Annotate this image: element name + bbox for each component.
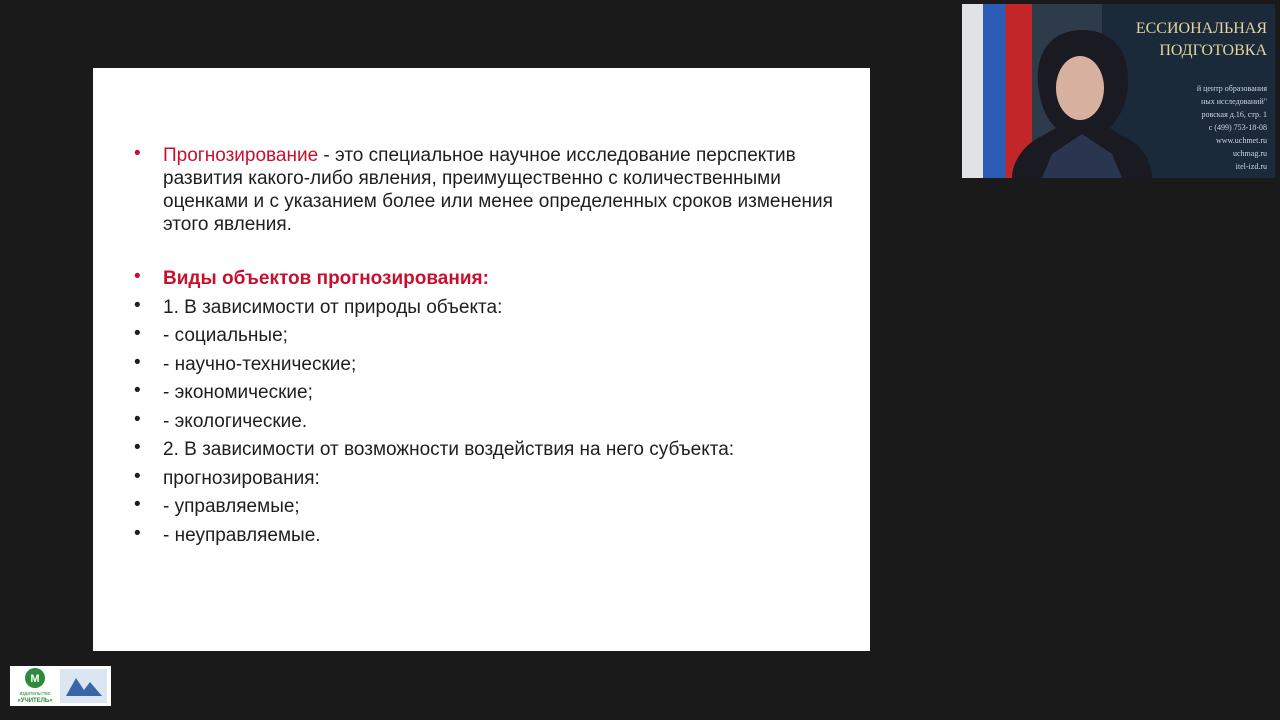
bullet-list (93, 68, 870, 651)
presentation-slide (93, 68, 870, 651)
bullet-marker: • (134, 409, 141, 430)
bullet-marker: • (134, 295, 141, 316)
list-item (134, 523, 843, 547)
section-heading: Виды объектов прогнозирования: (163, 268, 489, 289)
list-item-text: - экономические; (163, 382, 313, 403)
bullet-marker: • (134, 380, 141, 401)
bullet-marker: • (134, 523, 141, 544)
section-heading-item (134, 266, 843, 290)
logo-graphic (10, 666, 111, 706)
banner-title-line: ЕССИОНАЛЬНАЯ (1135, 20, 1267, 37)
bullet-marker: • (134, 494, 141, 515)
publisher-logo (10, 666, 111, 706)
list-item-text: - управляемые; (163, 496, 300, 517)
bullet-marker: • (134, 466, 141, 487)
list-item-text: 2. В зависимости от возможности воздействия на него субъекта: (163, 439, 735, 460)
banner-title (1136, 18, 1267, 62)
list-item (134, 323, 843, 347)
list-item-text: - экологические. (163, 411, 308, 432)
list-item-text: - научно-технические; (163, 354, 357, 375)
bullet-marker: • (134, 352, 141, 373)
banner-info-line: с (499) 753-18-08 (1208, 123, 1267, 132)
banner-info-line: www.uchmet.ru (1215, 136, 1267, 145)
banner-info-line: itel-izd.ru (1235, 162, 1267, 171)
webcam-video (962, 4, 1275, 178)
logo-text-line1: издательство (19, 691, 51, 697)
list-item (134, 352, 843, 376)
list-item-text: прогнозирования: (163, 468, 320, 489)
list-item-text: 1. В зависимости от природы объекта: (163, 297, 503, 318)
bullet-marker: • (134, 266, 141, 287)
list-item (134, 295, 843, 319)
bullet-marker: • (134, 143, 141, 164)
banner-title-line: ПОДГОТОВКА (1159, 42, 1267, 59)
list-item (134, 409, 843, 433)
bullet-marker: • (134, 323, 141, 344)
logo-letter: М (30, 673, 40, 685)
banner-info-line: ровская д.16, стр. 1 (1201, 110, 1267, 119)
definition-text: - это специальное научное исследование перспектив развития какого-либо явления, преимущественно с количественными оценками и с указанием более или менее определенных сроков изменения этого явления. (163, 145, 833, 235)
banner-info (1197, 82, 1267, 173)
banner-info-line: uchmag.ru (1233, 149, 1267, 158)
banner-info-line: ных исследований" (1201, 97, 1267, 106)
banner-info-line: й центр образования (1196, 84, 1267, 93)
logo-text-line2: «УЧИТЕЛЬ» (17, 698, 53, 704)
list-item (134, 437, 843, 461)
bullet-marker: • (134, 437, 141, 458)
term-label: Прогнозирование (163, 145, 319, 166)
list-item (134, 466, 843, 490)
list-item (134, 380, 843, 404)
presenter-silhouette (1012, 24, 1152, 178)
list-item-text: - неуправляемые. (163, 525, 321, 546)
list-item (134, 494, 843, 518)
list-item-text: - социальные; (163, 325, 288, 346)
definition-item (134, 143, 843, 236)
